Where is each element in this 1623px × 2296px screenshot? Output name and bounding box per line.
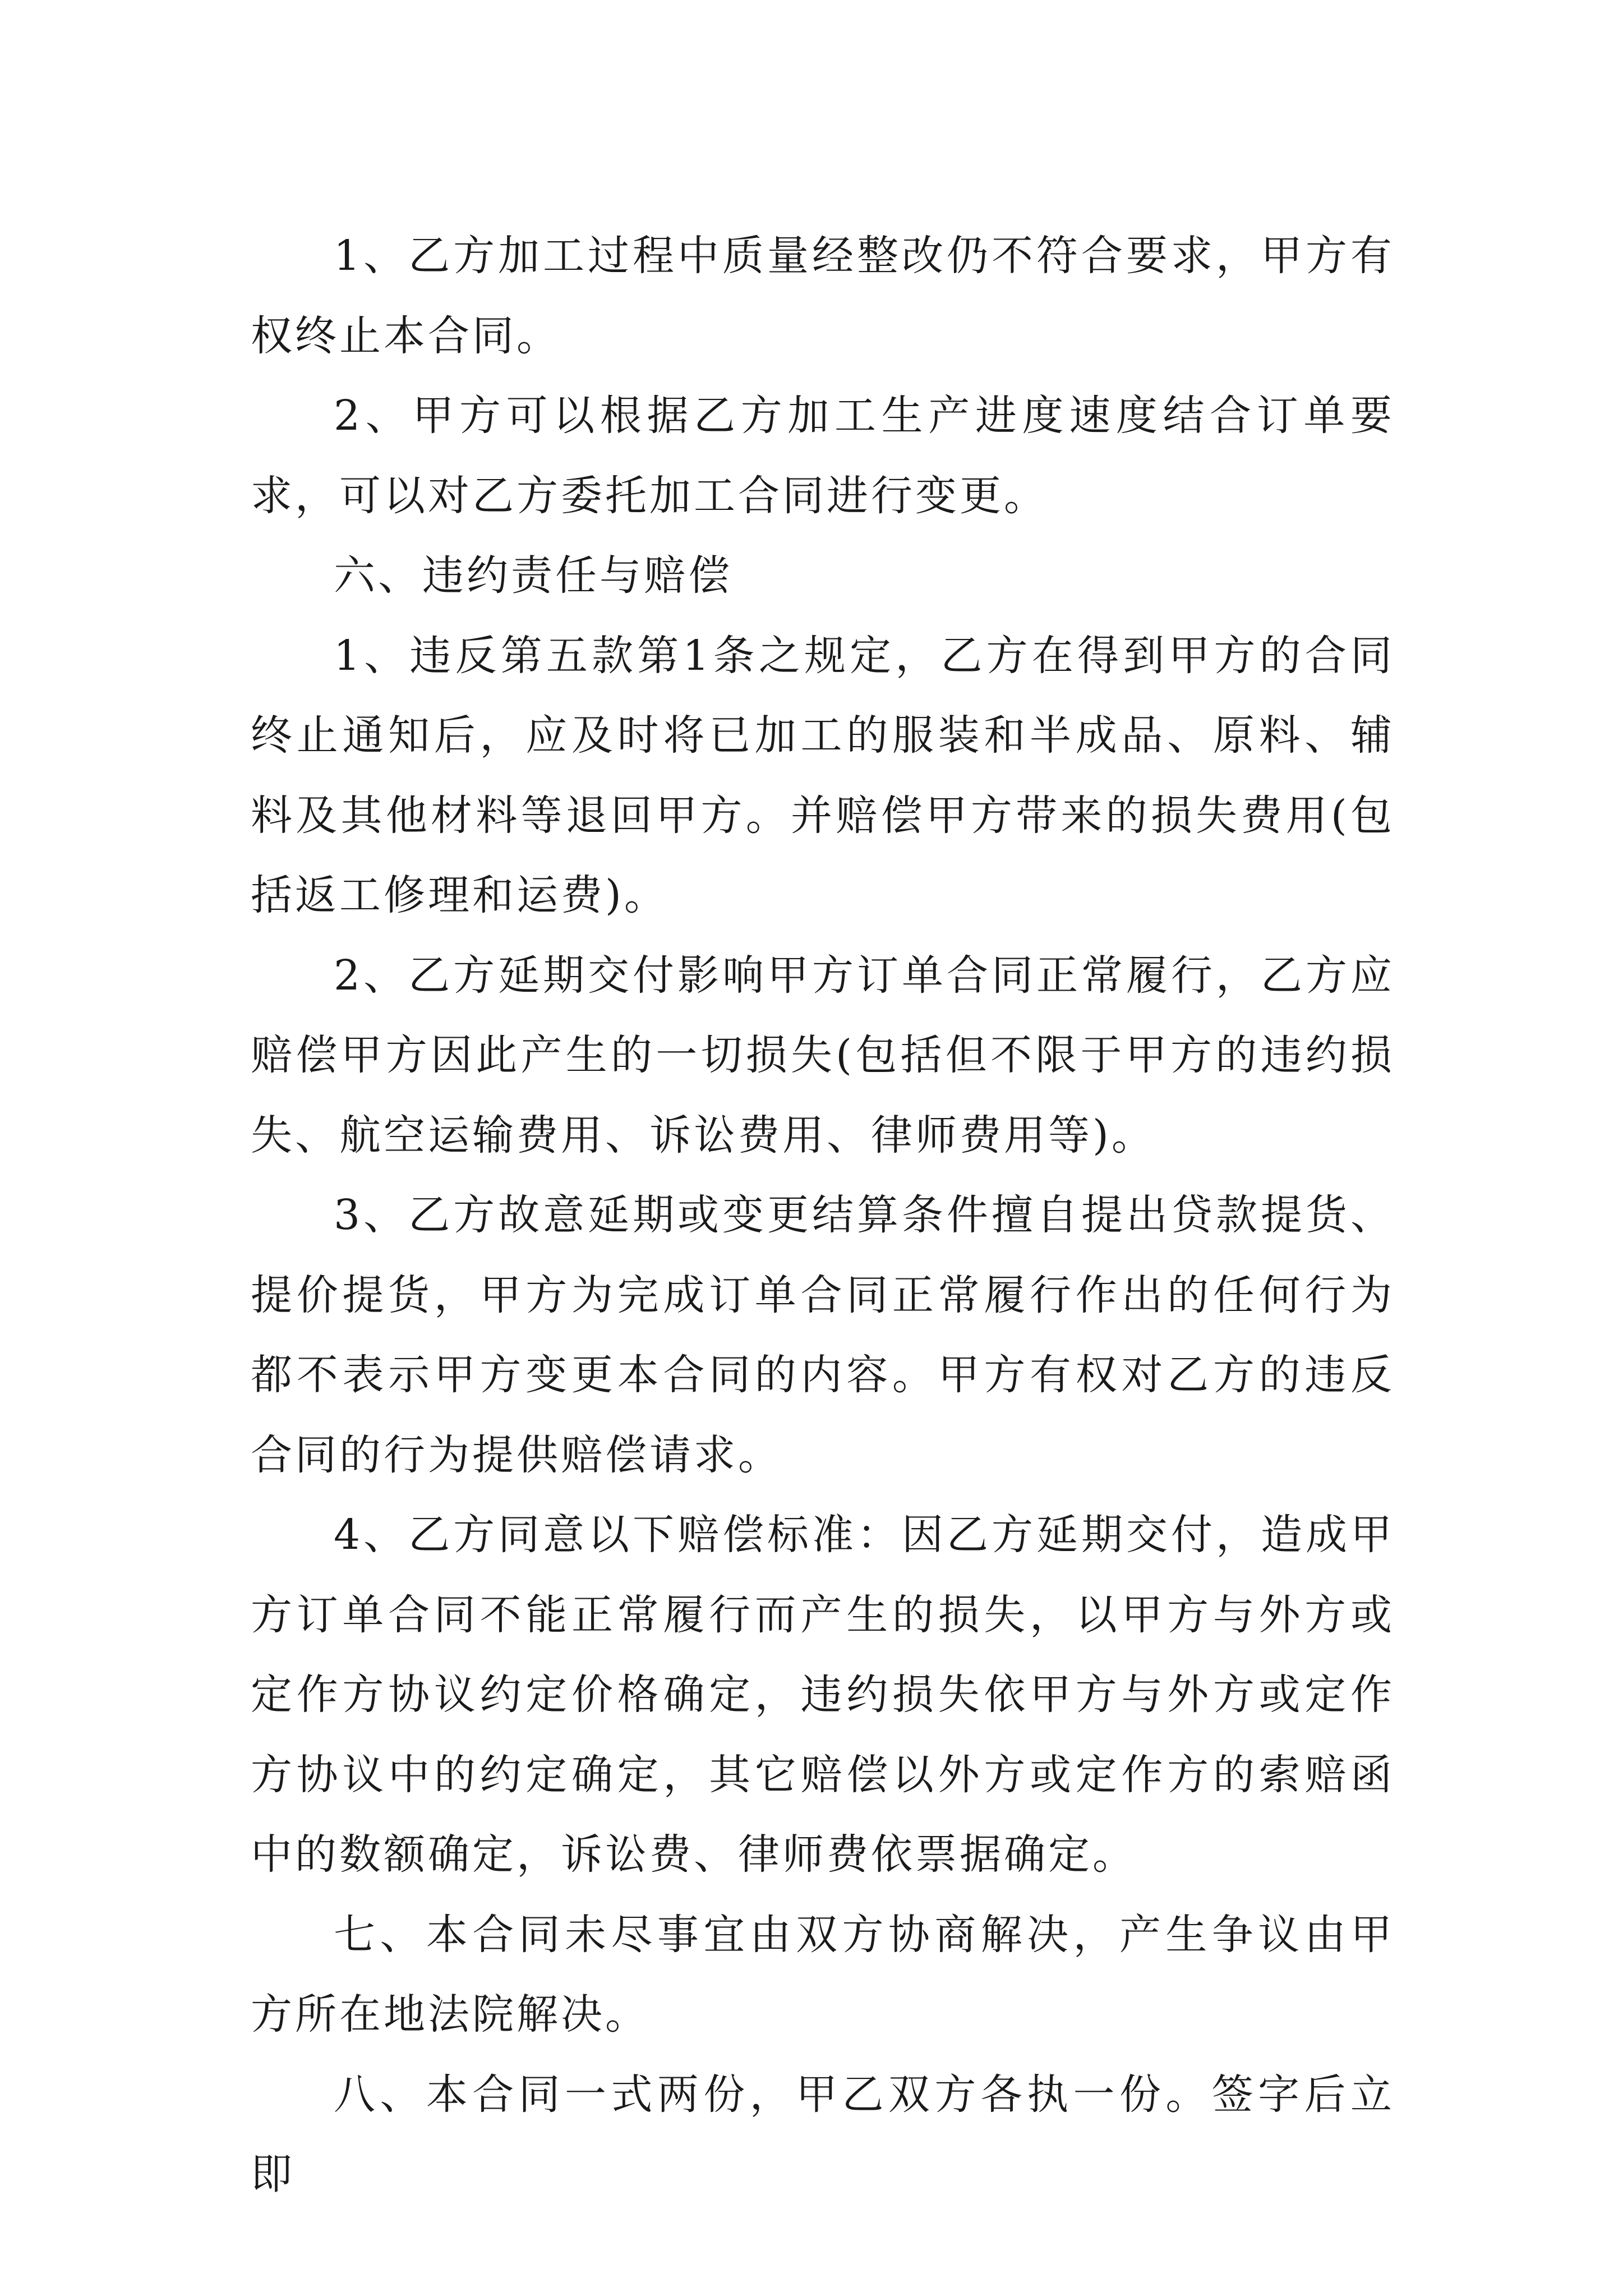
document-body [251,216,1395,2215]
paragraph-clause-6-3: 3、乙方故意延期或变更结算条件擅自提出贷款提货、提价提货，甲方为完成订单合同正常履行作出的任何行为都不表示甲方变更本合同的内容。甲方有权对乙方的违反合同的行为提供赔偿请求。 [251,1191,1395,1479]
section-8-paragraph: 八、本合同一式两份，甲乙双方各执一份。签字后立即 [251,2070,1395,2198]
paragraph-clause-6-2: 2、乙方延期交付影响甲方订单合同正常履行，乙方应赔偿甲方因此产生的一切损失(包括但不限于甲方的违约损失、航空运输费用、诉讼费用、律师费用等)。 [251,951,1395,1159]
paragraph-clause-6-1: 1、违反第五款第1条之规定，乙方在得到甲方的合同终止通知后，应及时将已加工的服装和半成品、原料、辅料及其他材料等退回甲方。并赔偿甲方带来的损失费用(包括返工修理和运费)。 [251,631,1395,919]
paragraph-clause-6-4: 4、乙方同意以下赔偿标准：因乙方延期交付，造成甲方订单合同不能正常履行而产生的损失，以甲方与外方或定作方协议约定价格确定，违约损失依甲方与外方或定作方协议中的约定确定，其它赔偿以外方或定作方的索赔函中的数额确定，诉讼费、律师费依票据确定。 [251,1511,1395,1879]
section-heading-6: 六、违约责任与赔偿 [334,551,732,600]
paragraph-clause-5-2: 2、甲方可以根据乙方加工生产进度速度结合订单要求，可以对乙方委托加工合同进行变更。 [251,392,1395,520]
paragraph-clause-5-1: 1、乙方加工过程中质量经整改仍不符合要求，甲方有权终止本合同。 [251,232,1395,360]
section-7-paragraph: 七、本合同未尽事宜由双方协商解决，产生争议由甲方所在地法院解决。 [251,1910,1395,2039]
